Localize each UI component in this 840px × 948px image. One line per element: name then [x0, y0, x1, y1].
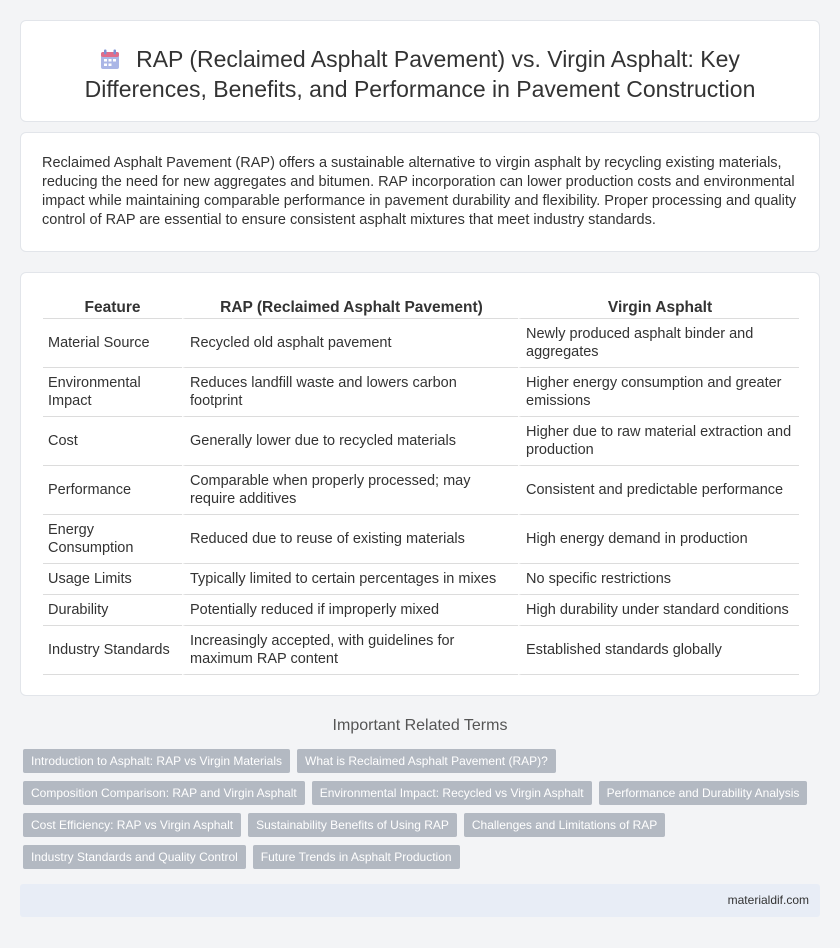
related-terms-list [23, 749, 823, 877]
virgin-cell: High durability under standard conditions [518, 595, 799, 626]
tag-row [23, 845, 823, 869]
rap-cell: Reduces landfill waste and lowers carbon footprint [182, 368, 518, 417]
intro-paragraph: Reclaimed Asphalt Pavement (RAP) offers a sustainable alternative to virgin asphalt by recycling existing materials, reducing the need for new aggregates and bitumen. RAP incorporation can lower production costs and environmental impact while maintaining comparable performance in pavement durability and flexibility. Proper processing and quality control of RAP are essential to ensure consistent asphalt mixtures that meet industry standards. [42, 155, 797, 228]
virgin-cell: No specific restrictions [518, 564, 799, 595]
related-term-tag[interactable]: Industry Standards and Quality Control [23, 845, 246, 869]
table-row [43, 626, 799, 675]
related-term-tag[interactable]: Performance and Durability Analysis [599, 781, 808, 805]
related-term-tag[interactable]: Introduction to Asphalt: RAP vs Virgin Materials [23, 749, 290, 773]
rap-cell: Reduced due to reuse of existing materials [182, 515, 518, 564]
related-term-tag[interactable]: Challenges and Limitations of RAP [464, 813, 665, 837]
table-header-row [43, 292, 799, 319]
rap-cell: Comparable when properly processed; may require additives [182, 466, 518, 515]
rap-cell: Increasingly accepted, with guidelines for maximum RAP content [182, 626, 518, 675]
comparison-table-card [20, 272, 820, 696]
table-row [43, 595, 799, 626]
page-title-text: RAP (Reclaimed Asphalt Pavement) vs. Virgin Asphalt: Key Differences, Benefits, and Performance in Pavement Construction [84, 46, 756, 102]
related-term-tag[interactable]: What is Reclaimed Asphalt Pavement (RAP)? [297, 749, 556, 773]
tag-row [23, 813, 823, 837]
feature-cell: Industry Standards [43, 626, 182, 675]
virgin-cell: Consistent and predictable performance [518, 466, 799, 515]
comparison-table [43, 292, 799, 675]
footer-bar [20, 884, 820, 917]
feature-cell: Environmental Impact [43, 368, 182, 417]
feature-cell: Performance [43, 466, 182, 515]
related-term-tag[interactable]: Future Trends in Asphalt Production [253, 845, 460, 869]
header-card [20, 20, 820, 122]
page-title [41, 44, 799, 104]
header-rap: RAP (Reclaimed Asphalt Pavement) [182, 292, 518, 319]
related-term-tag[interactable]: Composition Comparison: RAP and Virgin Asphalt [23, 781, 305, 805]
table-row [43, 515, 799, 564]
related-term-tag[interactable]: Cost Efficiency: RAP vs Virgin Asphalt [23, 813, 241, 837]
table-row [43, 564, 799, 595]
tag-row [23, 781, 823, 805]
virgin-cell: Higher due to raw material extraction and production [518, 417, 799, 466]
virgin-cell: Higher energy consumption and greater emissions [518, 368, 799, 417]
virgin-cell: High energy demand in production [518, 515, 799, 564]
related-term-tag[interactable]: Environmental Impact: Recycled vs Virgin Asphalt [312, 781, 592, 805]
table-row [43, 417, 799, 466]
rap-cell: Recycled old asphalt pavement [182, 319, 518, 368]
table-row [43, 466, 799, 515]
header-virgin: Virgin Asphalt [518, 292, 799, 319]
calendar-icon [100, 47, 120, 68]
feature-cell: Cost [43, 417, 182, 466]
header-feature: Feature [43, 292, 182, 319]
table-row [43, 368, 799, 417]
rap-cell: Generally lower due to recycled materials [182, 417, 518, 466]
feature-cell: Durability [43, 595, 182, 626]
intro-card [20, 132, 820, 252]
rap-cell: Typically limited to certain percentages in mixes [182, 564, 518, 595]
table-row [43, 319, 799, 368]
footer-site-link[interactable]: materialdif.com [727, 893, 809, 907]
virgin-cell: Established standards globally [518, 626, 799, 675]
rap-cell: Potentially reduced if improperly mixed [182, 595, 518, 626]
related-terms-heading: Important Related Terms [332, 717, 508, 734]
feature-cell: Energy Consumption [43, 515, 182, 564]
related-term-tag[interactable]: Sustainability Benefits of Using RAP [248, 813, 457, 837]
feature-cell: Usage Limits [43, 564, 182, 595]
tag-row [23, 749, 823, 773]
feature-cell: Material Source [43, 319, 182, 368]
virgin-cell: Newly produced asphalt binder and aggregates [518, 319, 799, 368]
